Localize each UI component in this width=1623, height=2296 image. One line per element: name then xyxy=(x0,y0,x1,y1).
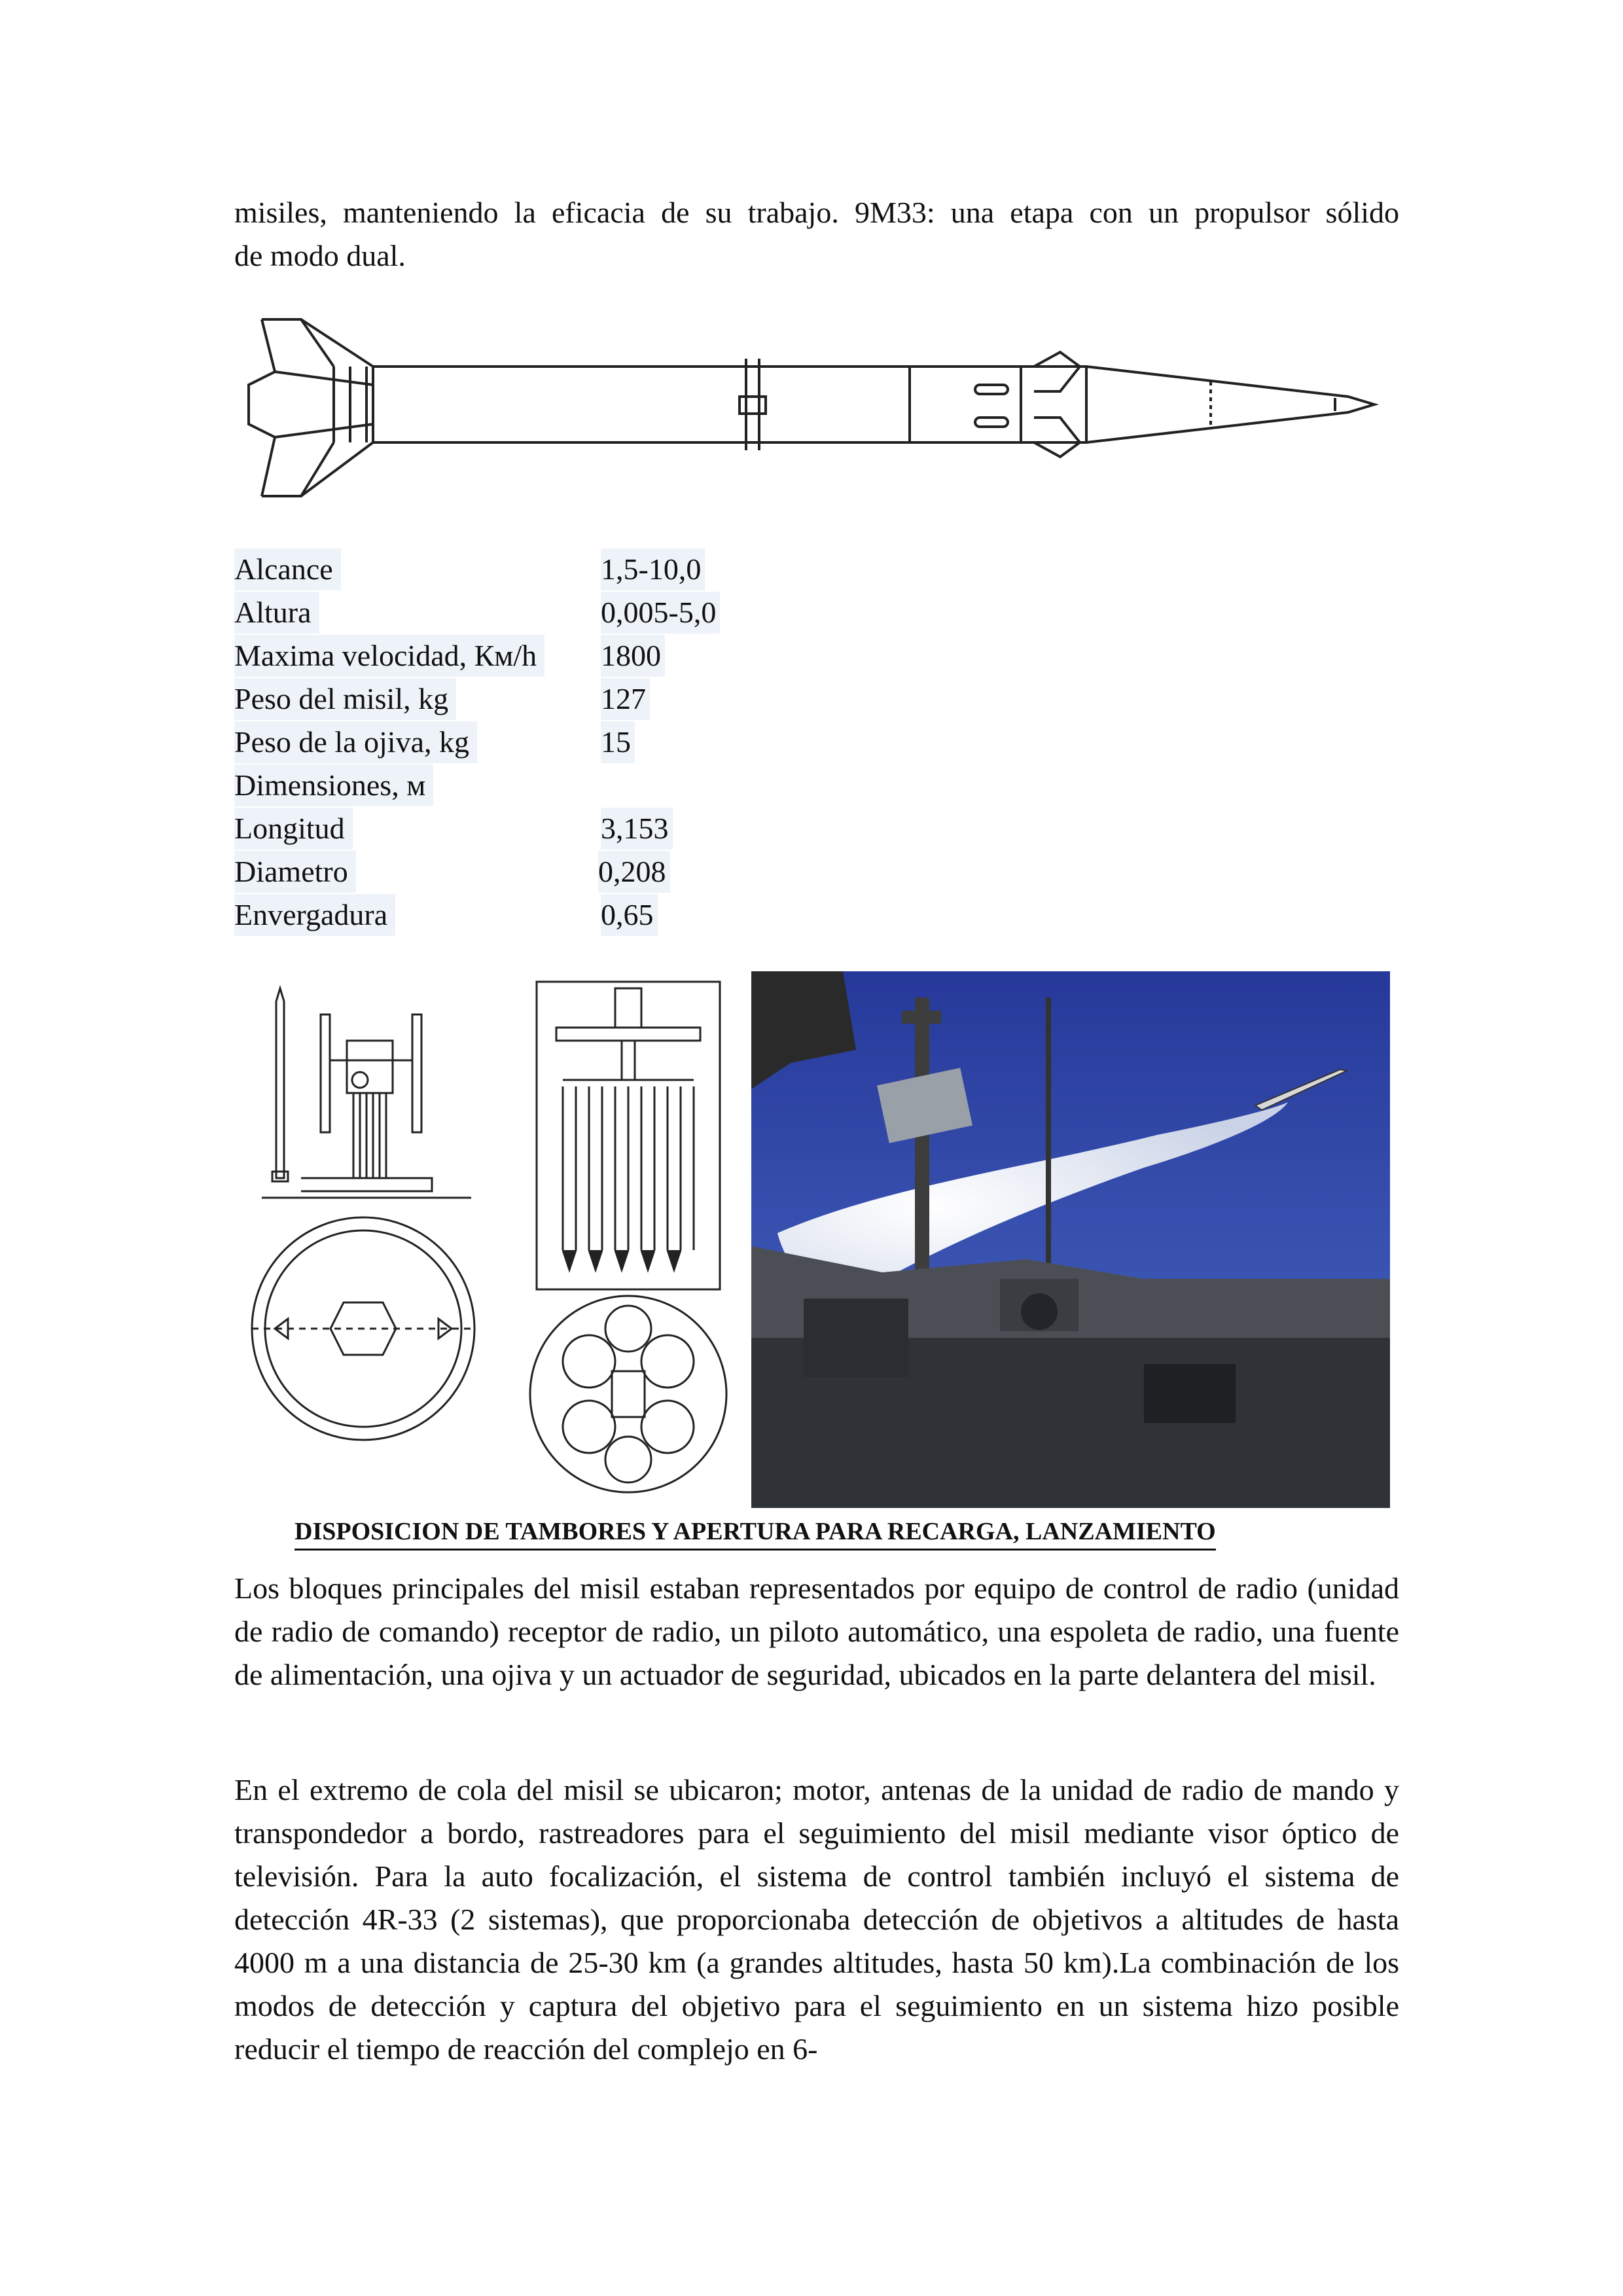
spec-label: Envergadura xyxy=(234,894,395,936)
intro-paragraph xyxy=(234,191,1399,278)
spec-label: Altura xyxy=(234,592,319,634)
spec-value: 127 xyxy=(601,678,650,720)
spec-label: Peso del misil, kg xyxy=(234,678,456,720)
spec-label: Alcance xyxy=(234,548,341,590)
spec-label: Maxima velocidad, Км/h xyxy=(234,635,544,677)
spec-value: 1,5-10,0 xyxy=(601,548,705,590)
spec-label: Longitud xyxy=(234,808,353,850)
launcher-diagram xyxy=(236,982,484,1505)
paragraph-2: En el extremo de cola del misil se ubicaron; motor, antenas de la unidad de radio de mando y transpondedor a bordo, rastreadores para el seguimiento del misil mediante visor óptico de televisión. Para la auto focalización, el sistema de control también incluyó el sistema de detección 4R-33 (2 sistemas), que proporcionaba detección de objetivos a altitudes de hasta 4000 m a una distancia de 25-30 km (a grandes altitudes, hasta 50 km).La combinación de los modos de detección y captura del objetivo para el seguimiento en un sistema hizo posible reducir el tiempo de reacción del complejo en 6- xyxy=(234,1773,1399,2066)
spec-label: Peso de la ojiva, kg xyxy=(234,721,477,763)
intro-line-1: misiles, manteniendo la eficacia de su trabajo. 9M33: una etapa con un propulsor sólido xyxy=(234,196,1399,229)
spec-value: 0,65 xyxy=(601,894,658,936)
ship-launch-photo xyxy=(751,971,1390,1508)
spec-value: 3,153 xyxy=(601,808,673,850)
spec-value: 0,005-5,0 xyxy=(601,592,720,634)
missile-diagram xyxy=(236,313,1387,503)
paragraph-1: Los bloques principales del misil estaban representados por equipo de control de radio (unidad de radio de comando) receptor de radio, un piloto automático, una espoleta de radio, una fuente de alimentación, una ojiva y un actuador de seguridad, ubicados en la parte delantera del misil. xyxy=(234,1571,1399,1691)
spec-label: Dimensiones, м xyxy=(234,764,433,806)
spec-value: 15 xyxy=(601,721,635,763)
spec-value: 1800 xyxy=(601,635,665,677)
intro-line-2: de modo dual. xyxy=(234,239,406,272)
figure-caption: DISPOSICION DE TAMBORES Y APERTURA PARA RECARGA, LANZAMIENTO xyxy=(294,1515,1216,1551)
drum-launcher-diagram xyxy=(524,975,733,1505)
spec-label: Diametro xyxy=(234,851,356,893)
spec-value: 0,208 xyxy=(598,851,670,893)
